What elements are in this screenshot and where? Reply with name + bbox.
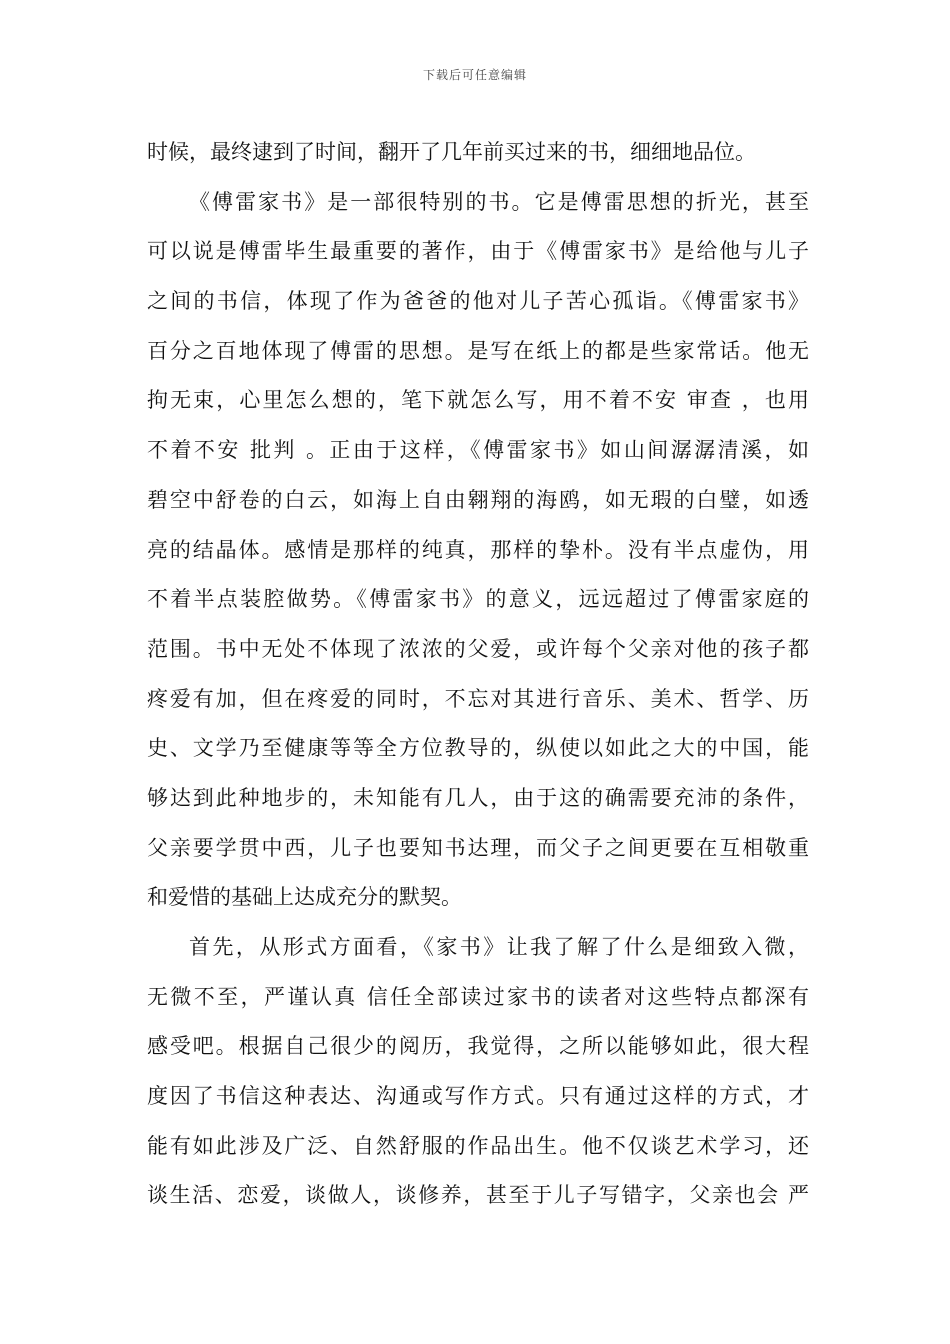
text-line: 首先，从形式方面看，《家书》让我了解了什么是细致入微， xyxy=(189,935,809,959)
text-line: 百分之百地体现了傅雷的思想。是写在纸上的都是些家常话。他无 xyxy=(147,338,809,363)
text-line: 《傅雷家书》是一部很特别的书。它是傅雷思想的折光，甚至 xyxy=(189,189,809,214)
text-line: 和爱惜的基础上达成充分的默契。 xyxy=(147,885,462,910)
text-line: 拘无束，心里怎么想的，笔下就怎么写，用不着不安 审查 ，也用 xyxy=(147,388,809,413)
text-line: 史、文学乃至健康等等全方位教导的，纵使以如此之大的中国，能 xyxy=(147,736,809,761)
paragraph xyxy=(147,128,809,178)
text-line: 可以说是傅雷毕生最重要的著作，由于《傅雷家书》是给他与儿子 xyxy=(147,239,809,264)
text-line: 时候，最终逮到了时间，翻开了几年前买过来的书，细细地品位。 xyxy=(147,140,756,164)
text-line: 疼爱有加，但在疼爱的同时，不忘对其进行音乐、美术、哲学、历 xyxy=(147,686,809,711)
text-line: 父亲要学贯中西，儿子也要知书达理，而父子之间更要在互相敬重 xyxy=(147,835,809,860)
document-body xyxy=(147,128,809,1221)
text-line: 亮的结晶体。感情是那样的纯真，那样的挚朴。没有半点虚伪，用 xyxy=(147,537,809,562)
text-line: 不着不安 批判 。正由于这样，《傅雷家书》如山间潺潺清溪，如 xyxy=(147,438,809,463)
paragraph xyxy=(147,178,809,923)
text-line: 谈生活、恋爱，谈做人，谈修养，甚至于儿子写错字，父亲也会 严 xyxy=(147,1183,809,1208)
text-line: 之间的书信，体现了作为爸爸的他对儿子苦心孤诣。《傅雷家书》 xyxy=(147,289,809,314)
text-line: 范围。书中无处不体现了浓浓的父爱，或许每个父亲对他的孩子都 xyxy=(147,636,809,661)
text-line: 不着半点装腔做势。《傅雷家书》的意义，远远超过了傅雷家庭的 xyxy=(147,587,809,612)
page-header: 下载后可任意编辑 xyxy=(422,68,527,82)
paragraph xyxy=(147,923,809,1221)
text-line: 碧空中舒卷的白云，如海上自由翱翔的海鸥，如无瑕的白璧，如透 xyxy=(147,487,809,512)
text-line: 无微不至，严谨认真 信任全部读过家书的读者对这些特点都深有 xyxy=(147,984,809,1009)
text-line: 够达到此种地步的，未知能有几人，由于这的确需要充沛的条件， xyxy=(147,785,809,810)
text-line: 度因了书信这种表达、沟通或写作方式。只有通过这样的方式，才 xyxy=(147,1084,809,1109)
text-line: 感受吧。根据自己很少的阅历，我觉得，之所以能够如此，很大程 xyxy=(147,1034,809,1059)
text-line: 能有如此涉及广泛、自然舒服的作品出生。他不仅谈艺术学习，还 xyxy=(147,1133,809,1158)
